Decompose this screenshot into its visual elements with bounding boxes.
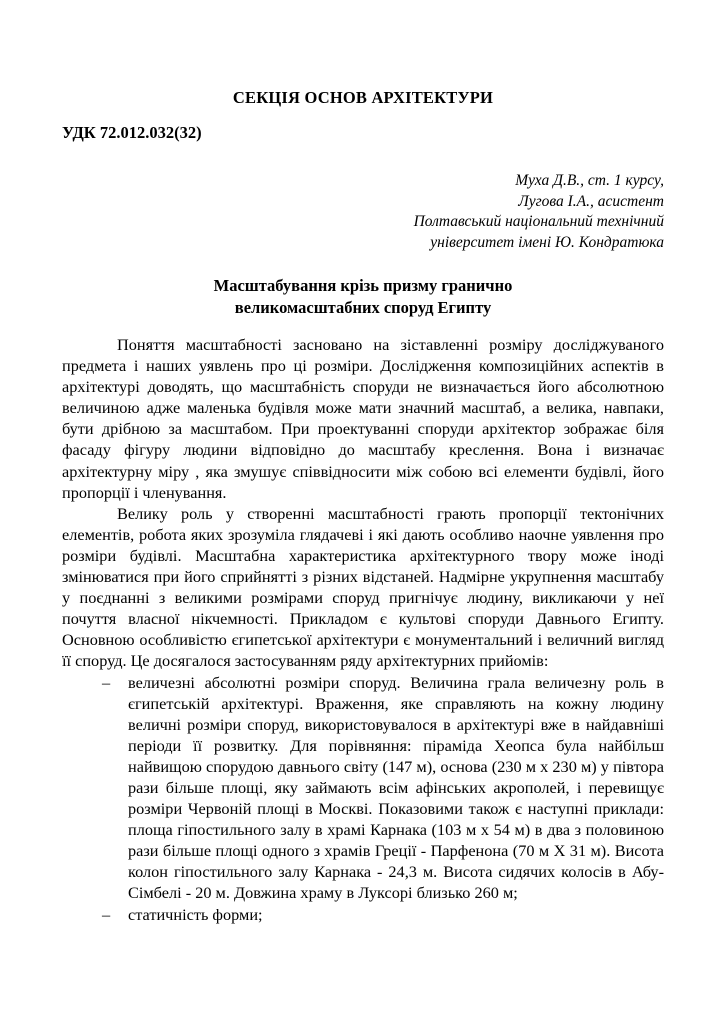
article-body [62, 318, 664, 925]
section-heading: СЕКЦІЯ ОСНОВ АРХІТЕКТУРИ [232, 88, 494, 107]
article-title-line-2: великомасштабних споруд Египту [234, 297, 492, 317]
author-line-1: Муха Д.В., ст. 1 курсу, [515, 172, 664, 189]
article-title-line-1: Масштабування крізь призму гранично [213, 276, 513, 295]
article-title [62, 253, 664, 318]
body-paragraph-1: Поняття масштабності засновано на зіставленні розміру досліджуваного предмета і наших уявлень про ці розміри. Дослідження композиційних аспектів в архітектурі доводять, що масштабність споруди не визначається його абсолютною величиною адже маленька будівля може мати значний масштаб, а велика, навпаки, бути дрібною за масштабом. При проектуванні споруди архітектор зображає біля фасаду фігуру людини відповідно до масштабу креслення. Вона і визначає архітектурну міру , яка змушує співвідносити між собою всі елементи будівлі, його пропорції і членування. [62, 335, 664, 502]
dash-marker-icon: – [102, 904, 111, 924]
author-affiliation-block [62, 143, 664, 253]
body-paragraph-2: Велику роль у створенні масштабності грають пропорції тектонічних елементів, робота яких зрозуміла глядачеві і які дають особливо наочне уявлення про розміри будівлі. Масштабна характеристика архітектурного твору може іноді змінюватися при його сприйнятті з різних відстаней. Надмірне укрупнення масштабу у поєднанні з великими розмірами споруд пригнічує людину, викликаючи у неї почуття власної нікчемності. Прикладом є культові споруди Давнього Египту. Основною особливістю єгипетської архітектури є монументальний і величний вигляд її споруд. Це досягалося застосуванням ряду архітектурних прийомів: [62, 503, 664, 671]
affiliation-line-2: університет імені Ю. Кондратюка [430, 233, 664, 251]
udc-code: УДК 72.012.032(32) [62, 123, 202, 142]
document-content-column [62, 0, 664, 925]
list-item [62, 904, 664, 925]
dash-marker-icon: – [102, 672, 111, 692]
list-item-text: величезні абсолютні розміри споруд. Величина грала величезну роль в єгипетській архітектурі. Враження, яке справляють на кожну людину величні розміри споруд, використовувалося в архітектурі вже в найдавніші періоди її розвитку. Для порівняння: піраміда Хеопса була найбільш найвищою спорудою давнього світу (147 м), основа (230 м х 230 м) у півтора рази більше площі, яку займають всім афінських акрополей, і перевищує розміри Червоній площі в Москві. Показовими також є наступні приклади: площа гіпостильного залу в храмі Карнака (103 м х 54 м) в два з половиною рази більше площі одного з храмів Греції - Парфенона (70 м Х 31 м). Висота колон гіпостильного залу Карнака - 24,3 м. Висота сидячих колосів в Абу-Сімбелі - 20 м. Довжина храму в Луксорі близько 260 м; [128, 672, 664, 903]
techniques-list [62, 672, 664, 925]
author-line-2: Лугова І.А., асистент [518, 192, 664, 210]
list-item [62, 672, 664, 904]
list-item-text: статичність форми; [128, 904, 263, 924]
affiliation-line-1: Полтавський національний технічний [413, 213, 664, 230]
